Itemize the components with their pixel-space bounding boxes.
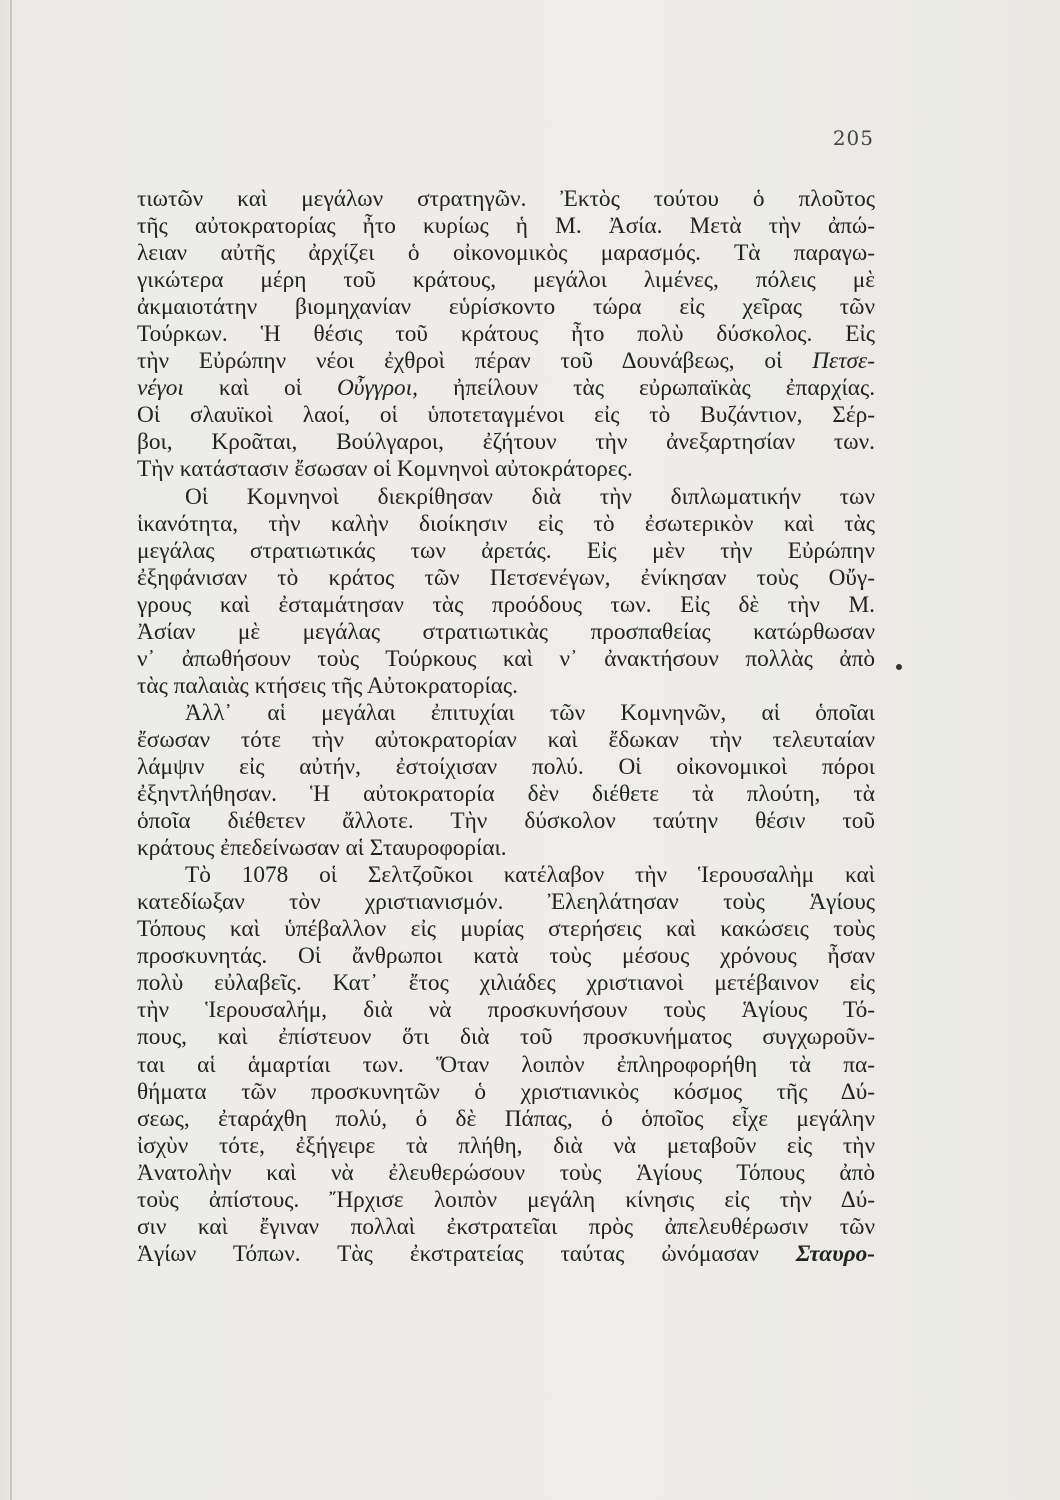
text-line (137, 565, 875, 592)
text-span: τῆς αὐτοκρατορίας ἦτο κυρίως ἡ Μ. Ἀσία. Μετὰ τὴν ἀπώ- (137, 213, 875, 240)
text-span: γικώτερα μέρη τοῦ κράτους, μεγάλοι λιμένες, πόλεις μὲ (137, 267, 875, 294)
text-line (137, 619, 875, 646)
text-line (137, 375, 875, 402)
text-line (137, 240, 875, 267)
text-span: ἀκμαιοτάτην βιομηχανίαν εὑρίσκοντο τώρα εἰς χεῖρας τῶν (137, 294, 875, 321)
text-span: Τὸ 1078 οἱ Σελτζοῦκοι κατέλαβον τὴν Ἱερουσαλὴμ καὶ (185, 862, 875, 889)
text-line (137, 916, 875, 943)
text-span: Οὖγγροι, (336, 375, 418, 402)
text-span: νέγοι (137, 375, 184, 402)
text-span: προσκυνητάς. Οἱ ἄνθρωποι κατὰ τοὺς μέσους χρόνους ἦσαν (137, 943, 875, 970)
text-line (137, 727, 875, 754)
ink-speck (896, 664, 902, 670)
text-line (137, 402, 875, 429)
text-line (137, 889, 875, 916)
text-span: ἰσχὺν τότε, ἐξήγειρε τὰ πλήθη, διὰ νὰ μεταβοῦν εἰς τὴν (137, 1132, 875, 1159)
text-line (137, 429, 875, 456)
text-span: σιν καὶ ἔγιναν πολλαὶ ἐκστρατεῖαι πρὸς ἀπελευθέρωσιν τῶν (137, 1213, 875, 1240)
text-line (137, 1133, 875, 1160)
text-span: Οἱ Κομνηνοὶ διεκρίθησαν διὰ τὴν διπλωματικήν των (185, 483, 875, 510)
text-line (137, 862, 875, 889)
text-span: θήματα τῶν προσκυνητῶν ὁ χριστιανικὸς κόσμος τῆς Δύ- (137, 1078, 875, 1105)
text-line (137, 321, 875, 348)
text-span: πους, καὶ ἐπίστευον ὅτι διὰ τοῦ προσκυνήματος συγχωροῦν- (137, 1024, 875, 1051)
text-span: Ἁγίων Τόπων. Τὰς ἐκστρατείας ταύτας ὠνόμασαν (137, 1240, 759, 1267)
text-span: σεως, ἐταράχθη πολύ, ὁ δὲ Πάπας, ὁ ὁποῖος εἶχε μεγάλην (137, 1105, 875, 1132)
text-line (137, 673, 875, 700)
body-text (137, 186, 875, 1268)
text-span: Τόπους καὶ ὑπέβαλλον εἰς μυρίας στερήσεις καὶ κακώσεις τοὺς (137, 916, 875, 943)
page-edge-shadow (10, 0, 12, 1500)
page-number: 205 (832, 126, 874, 150)
text-line (137, 186, 875, 213)
text-span: τὴν Ἱερουσαλήμ, διὰ νὰ προσκυνήσουν τοὺς Ἁγίους Τό- (137, 997, 875, 1024)
text-span: τὰς παλαιὰς κτήσεις τῆς Αὐτοκρατορίας. (137, 672, 518, 699)
text-line (137, 1079, 875, 1106)
text-span: τιωτῶν καὶ μεγάλων στρατηγῶν. Ἐκτὸς τούτου ὁ πλοῦτος (137, 186, 875, 212)
text-span: γρους καὶ ἐσταμάτησαν τὰς προόδους των. Εἰς δὲ τὴν Μ. (137, 591, 875, 618)
text-line (137, 1106, 875, 1133)
text-span: Ἀσίαν μὲ μεγάλας στρατιωτικὰς προσπαθείας κατώρθωσαν (137, 618, 875, 645)
text-line (137, 943, 875, 970)
text-line (137, 348, 875, 375)
text-span: λειαν αὐτῆς ἀρχίζει ὁ οἰκονομικὸς μαρασμός. Τὰ παραγω- (137, 240, 875, 267)
text-line (137, 538, 875, 565)
text-span: Τούρκων. Ἡ θέσις τοῦ κράτους ἦτο πολὺ δύσκολος. Εἰς (137, 321, 875, 348)
text-span: κατεδίωξαν τὸν χριστιανισμόν. Ἐλεηλάτησαν τοὺς Ἁγίους (137, 889, 875, 916)
text-line (137, 1241, 875, 1268)
text-span: Ἀλλ᾽ αἱ μεγάλαι ἐπιτυχίαι τῶν Κομνηνῶν, αἱ ὁποῖαι (185, 699, 875, 726)
text-line (137, 1214, 875, 1241)
text-span: Ἀνατολὴν καὶ νὰ ἐλευθερώσουν τοὺς Ἁγίους Τόπους ἀπὸ (137, 1159, 875, 1186)
text-line (137, 484, 875, 511)
text-span: ν᾽ ἀπωθήσουν τοὺς Τούρκους καὶ ν᾽ ἀνακτήσουν πολλὰς ἀπὸ (137, 645, 875, 672)
text-span: ται αἱ ἁμαρτίαι των. Ὅταν λοιπὸν ἐπληροφορήθη τὰ πα- (137, 1051, 875, 1078)
text-span: τοὺς ἀπίστους. Ἤρχισε λοιπὸν μεγάλη κίνησις εἰς τὴν Δύ- (137, 1186, 875, 1213)
text-span: καὶ οἱ (218, 375, 302, 402)
text-line (137, 592, 875, 619)
text-span: Σταυρο- (795, 1240, 876, 1267)
text-line (137, 835, 875, 862)
text-span: ὁποῖα διέθετεν ἄλλοτε. Τὴν δύσκολον ταύτην θέσιν τοῦ (137, 808, 875, 835)
text-span: ἐξηφάνισαν τὸ κράτος τῶν Πετσενέγων, ἐνίκησαν τοὺς Οὔγ- (137, 564, 875, 591)
text-line (137, 808, 875, 835)
text-line (137, 294, 875, 321)
text-span: κράτους ἐπεδείνωσαν αἱ Σταυροφορίαι. (137, 835, 507, 862)
text-span: ἐξηντλήθησαν. Ἡ αὐτοκρατορία δὲν διέθετε τὰ πλούτη, τὰ (137, 781, 875, 808)
text-line (137, 267, 875, 294)
text-line (137, 700, 875, 727)
text-line (137, 997, 875, 1024)
text-span: μεγάλας στρατιωτικάς των ἀρετάς. Εἰς μὲν τὴν Εὐρώπην (137, 537, 875, 564)
text-span: ἠπείλουν τὰς εὐρωπαϊκὰς ἐπαρχίας. (453, 375, 876, 402)
text-line (137, 1187, 875, 1214)
text-span: βοι, Κροᾶται, Βούλγαροι, ἐζήτουν τὴν ἀνεξαρτησίαν των. (137, 429, 875, 456)
text-span: Τὴν κατάστασιν ἔσωσαν οἱ Κομνηνοὶ αὐτοκράτορες. (137, 456, 633, 483)
text-line (137, 781, 875, 808)
text-line (137, 1160, 875, 1187)
text-span: πολὺ εὐλαβεῖς. Κατ᾽ ἔτος χιλιάδες χριστιανοὶ μετέβαινον εἰς (137, 970, 875, 997)
text-line (137, 456, 875, 483)
text-span: Οἱ σλαυϊκοὶ λαοί, οἱ ὑποτεταγμένοι εἰς τὸ Βυζάντιον, Σέρ- (137, 402, 875, 429)
text-span: τὴν Εὐρώπην νέοι ἐχθροὶ πέραν τοῦ Δουνάβεως, οἱ (137, 348, 783, 375)
text-line (137, 1052, 875, 1079)
text-span: ἱκανότητα, τὴν καλὴν διοίκησιν εἰς τὸ ἐσωτερικὸν καὶ τὰς (137, 510, 875, 537)
text-line (137, 511, 875, 538)
text-line (137, 754, 875, 781)
text-span: ἔσωσαν τότε τὴν αὐτοκρατορίαν καὶ ἔδωκαν τὴν τελευταίαν (137, 726, 875, 753)
text-line (137, 1024, 875, 1051)
text-line (137, 646, 875, 673)
text-line (137, 213, 875, 240)
text-line (137, 970, 875, 997)
text-span: Πετσε- (812, 348, 875, 375)
text-span: λάμψιν εἰς αὐτήν, ἐστοίχισαν πολύ. Οἱ οἰκονομικοὶ πόροι (137, 753, 875, 780)
